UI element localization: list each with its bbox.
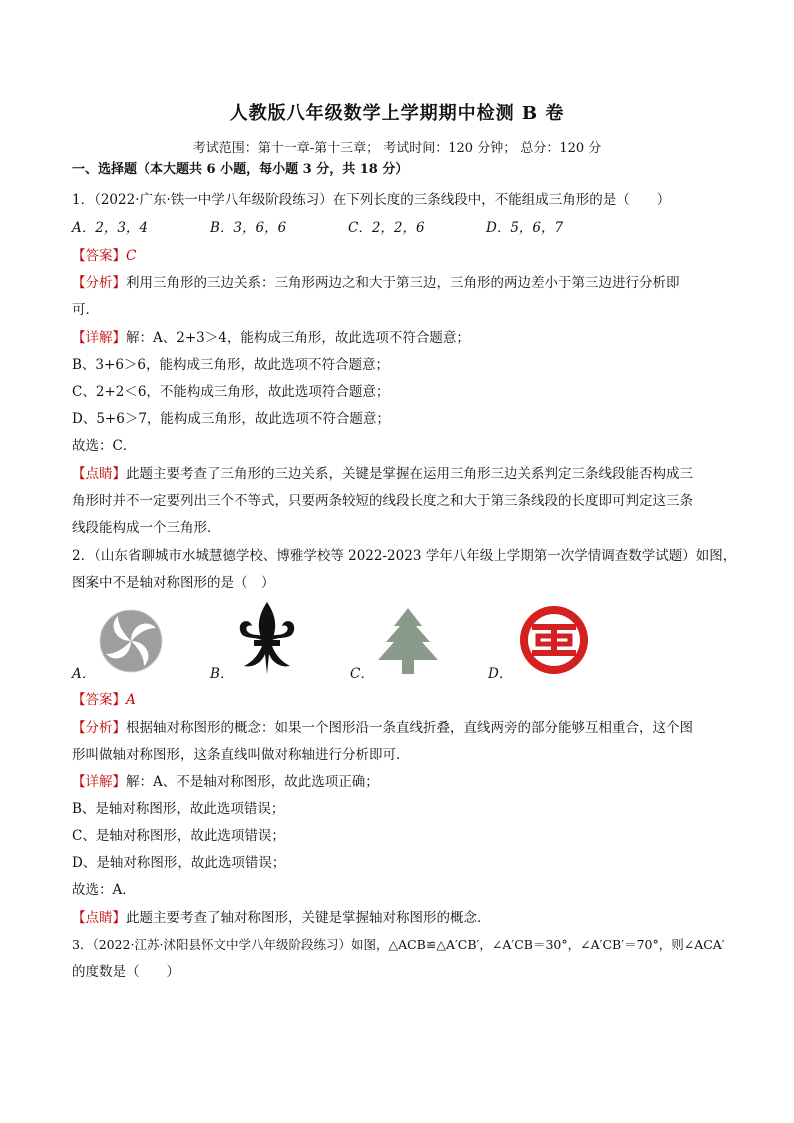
detail-text: 解：A、不是轴对称图形，故此选项正确； — [126, 774, 379, 790]
q2-label-b: B． — [210, 666, 234, 682]
comment-tag: 【点睛】 — [72, 466, 126, 482]
q1-option-c: C．2，2，6 — [348, 220, 425, 236]
q1-option-b: B．3，6，6 — [210, 220, 287, 236]
comment-text: 此题主要考查了轴对称图形，关键是掌握轴对称图形的概念． — [126, 910, 491, 926]
q2-detail-b: B、是轴对称图形，故此选项错误； — [72, 801, 285, 817]
q1-comment-2: 角形时并不一定要列出三个不等式，只要两条较短的线段长度之和大于第三条线段的长度即可判定这三条 — [72, 493, 693, 509]
analysis-tag: 【分析】 — [72, 720, 126, 736]
q2-comment — [72, 908, 491, 928]
q1-options — [72, 218, 563, 238]
swirl-circle-figure — [98, 608, 164, 674]
q2-detail-d: D、是轴对称图形，故此选项错误； — [72, 855, 286, 871]
q1-analysis — [72, 273, 680, 293]
analysis-text: 根据轴对称图形的概念：如果一个图形沿一条直线折叠，直线两旁的部分能够互相重合，这个图 — [126, 720, 693, 736]
q2-stem: 2．（山东省聊城市水城慧德学校、博雅学校等 2022-2023 学年八年级上学期第一次学情调查数学试题）如图， — [72, 548, 737, 564]
q1-comment-3: 线段能构成一个三角形． — [72, 520, 221, 536]
q1-option-a: A．2，3，4 — [72, 220, 149, 236]
q1-comment — [72, 464, 693, 484]
detail-text: 解：A、2+3＞4，能构成三角形，故此选项不符合题意； — [126, 330, 470, 346]
q2-choose: 故选：A． — [72, 882, 136, 898]
q2-detail-c: C、是轴对称图形，故此选项错误； — [72, 828, 285, 844]
answer-tag: 【答案】 — [72, 248, 126, 264]
q3-stem-2: 的度数是（ ） — [72, 964, 180, 980]
answer-value: A — [126, 692, 136, 708]
q2-detail — [72, 772, 379, 792]
page-title: 人教版八年级数学上学期期中检测 B 卷 — [229, 103, 565, 124]
q3-stem: 3．（2022·江苏·沭阳县怀文中学八年级阶段练习）如图，△ACB≌△A′CB′，∠A′CB＝30°，∠A′CB′＝70°，则∠ACA′ — [72, 937, 725, 952]
q2-analysis-cont: 形叫做轴对称图形，这条直线叫做对称轴进行分析即可． — [72, 747, 410, 763]
comment-tag: 【点睛】 — [72, 910, 126, 926]
tree-figure — [374, 604, 442, 676]
q2-label-c: C． — [350, 666, 374, 682]
q2-stem-2: 图案中不是轴对称图形的是（ ） — [72, 575, 275, 591]
section-heading: 一、选择题（本大题共 6 小题，每小题 3 分，共 18 分） — [72, 162, 409, 177]
q1-detail-c: C、2+2＜6，不能构成三角形，故此选项符合题意； — [72, 384, 390, 400]
exam-info: 考试范围：第十一章-第十三章； 考试时间：120 分钟； 总分：120 分 — [192, 141, 602, 156]
q2-analysis — [72, 718, 693, 738]
answer-value: C — [126, 248, 137, 264]
q2-answer — [72, 690, 136, 710]
q1-answer — [72, 246, 136, 266]
q1-option-d: D．5，6，7 — [486, 220, 564, 236]
answer-tag: 【答案】 — [72, 692, 126, 708]
q2-label-a: A． — [72, 666, 96, 682]
bank-emblem-figure — [518, 604, 590, 676]
q1-analysis-cont: 可． — [72, 302, 99, 318]
detail-tag: 【详解】 — [72, 330, 126, 346]
q1-choose: 故选：C． — [72, 438, 137, 454]
q1-detail — [72, 328, 470, 348]
q1-stem: 1．（2022·广东·铁一中学八年级阶段练习）在下列长度的三条线段中，不能组成三角形的是（ ） — [72, 192, 671, 208]
comment-text: 此题主要考查了三角形的三边关系，关键是掌握在运用三角形三边关系判定三条线段能否构成三 — [126, 466, 693, 482]
q1-detail-b: B、3+6＞6，能构成三角形，故此选项不符合题意； — [72, 357, 389, 373]
detail-tag: 【详解】 — [72, 774, 126, 790]
q2-label-d: D． — [488, 666, 513, 682]
fleur-de-lis-figure — [232, 600, 302, 678]
q1-detail-d: D、5+6＞7，能构成三角形，故此选项不符合题意； — [72, 411, 390, 427]
analysis-text: 利用三角形的三边关系：三角形两边之和大于第三边，三角形的两边差小于第三边进行分析即 — [126, 275, 680, 291]
analysis-tag: 【分析】 — [72, 275, 126, 291]
